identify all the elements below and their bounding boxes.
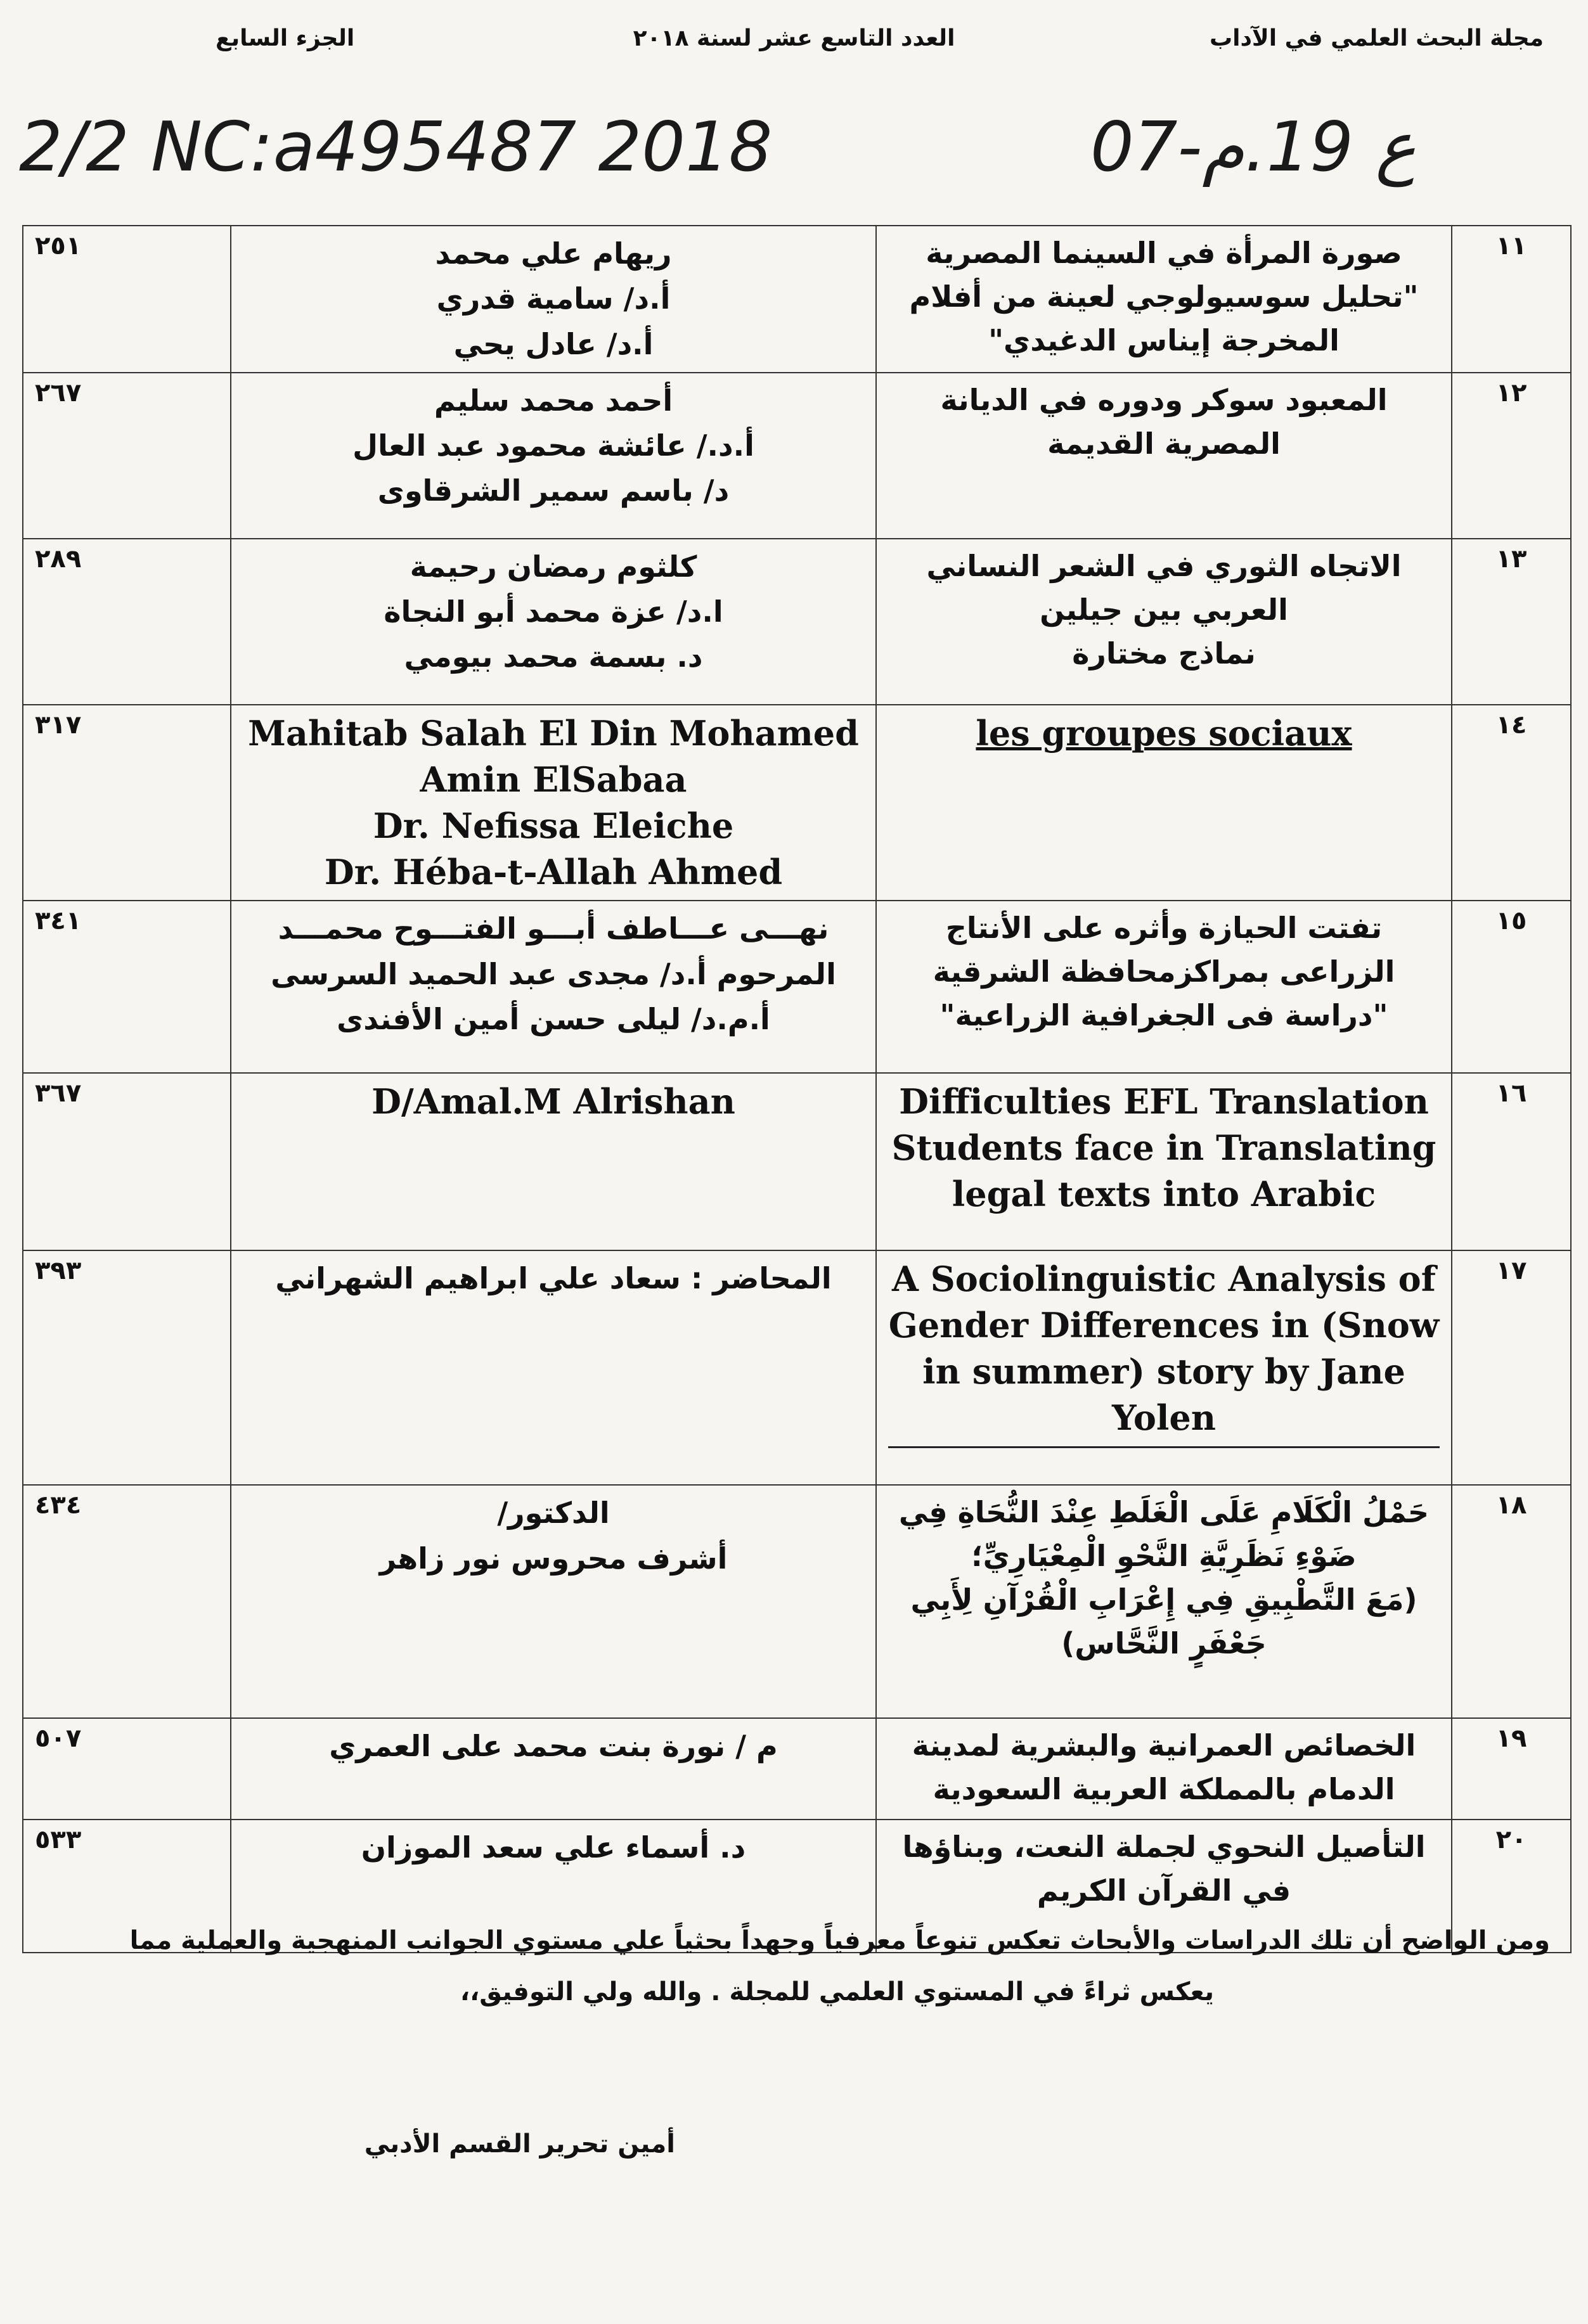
title-line: العربي بين جيلين xyxy=(1040,592,1288,627)
handwritten-left: 2/2 NC:a495487 2018 xyxy=(19,108,773,187)
title-line: حَمْلُ الْكَلَامِ عَلَى الْغَلَطِ عِنْدَ النُّحَاةِ فِي xyxy=(898,1495,1430,1530)
title-line: Gender Differences in (Snow xyxy=(888,1305,1440,1346)
title-line: les groupes sociaux xyxy=(976,712,1352,754)
author-line: أ.د/ سامية قدري xyxy=(436,281,671,316)
research-title xyxy=(876,1073,1452,1250)
authors xyxy=(231,705,876,901)
row-number: ١٦ xyxy=(1452,1073,1571,1250)
title-line: "دراسة فى الجغرافية الزراعية" xyxy=(939,998,1388,1033)
handwritten-annotation xyxy=(13,108,1588,209)
row-number: ١٥ xyxy=(1452,901,1571,1073)
authors xyxy=(231,1073,876,1250)
table-row xyxy=(23,1718,1571,1820)
title-line: الخصائص العمرانية والبشرية لمدينة xyxy=(912,1728,1416,1763)
research-title xyxy=(876,226,1452,373)
title-line: in summer) story by Jane xyxy=(922,1351,1405,1392)
author-line: Amin ElSabaa xyxy=(420,759,687,800)
row-number: ١٧ xyxy=(1452,1250,1571,1485)
author-line: Dr. Héba-t-Allah Ahmed xyxy=(324,851,783,892)
handwritten-right: 07-ع 19.م xyxy=(1090,108,1416,187)
author-line: ريهام علي محمد xyxy=(435,236,672,271)
author-line: المحاضر : سعاد علي ابراهيم الشهراني xyxy=(275,1261,832,1296)
page-number: ٢٥١ xyxy=(23,226,231,373)
research-title xyxy=(876,1485,1452,1718)
page-header xyxy=(44,19,1544,70)
row-number: ١٤ xyxy=(1452,705,1571,901)
authors xyxy=(231,226,876,373)
page-number: ٣١٧ xyxy=(23,705,231,901)
part-label: الجزء السابع xyxy=(216,25,355,51)
author-line: D/Amal.M Alrishan xyxy=(371,1081,735,1122)
authors xyxy=(231,901,876,1073)
authors xyxy=(231,1250,876,1485)
page-number: ٤٣٤ xyxy=(23,1485,231,1718)
row-number: ١٩ xyxy=(1452,1718,1571,1820)
author-line: Mahitab Salah El Din Mohamed xyxy=(248,712,859,754)
row-number: ١١ xyxy=(1452,226,1571,373)
title-line: legal texts into Arabic xyxy=(952,1174,1376,1215)
page-number: ٢٦٧ xyxy=(23,373,231,539)
title-line: الدمام بالمملكة العربية السعودية xyxy=(933,1772,1395,1807)
title-line: Difficulties EFL Translation xyxy=(899,1081,1429,1122)
footer-paragraph-cont: يعكس ثراءً في المستوي العلمي للمجلة . والله ولي التوفيق،، xyxy=(460,1977,1214,2006)
table-row xyxy=(23,539,1571,705)
author-line: نهـــى عـــاطف أبـــو الفتـــوح محمـــد xyxy=(278,911,829,946)
author-line: الدكتور/ xyxy=(497,1496,610,1531)
page-number: ٣٤١ xyxy=(23,901,231,1073)
table-row xyxy=(23,1250,1571,1485)
table-row xyxy=(23,901,1571,1073)
author-line: د. أسماء علي سعد الموزان xyxy=(361,1830,746,1865)
title-line: التأصيل النحوي لجملة النعت، وبناؤها xyxy=(902,1830,1426,1865)
title-line: المخرجة إيناس الدغيدي" xyxy=(988,323,1339,357)
research-title xyxy=(876,373,1452,539)
author-line: أحمد محمد سليم xyxy=(434,383,673,418)
title-line: صورة المرأة في السينما المصرية xyxy=(926,236,1402,270)
page-number: ٣٩٣ xyxy=(23,1250,231,1485)
row-number: ١٢ xyxy=(1452,373,1571,539)
title-line: A Sociolinguistic Analysis of xyxy=(892,1259,1436,1300)
row-number: ٢٠ xyxy=(1452,1820,1571,1953)
author-line: ا.د/ عزة محمد أبو النجاة xyxy=(384,594,723,629)
title-line: نماذج مختارة xyxy=(1072,636,1256,671)
title-line: جَعْفَرٍ النَّحَّاس) xyxy=(1061,1626,1267,1661)
page-number: ٣٦٧ xyxy=(23,1073,231,1250)
authors xyxy=(231,1485,876,1718)
author-line: أ.م.د/ ليلى حسن أمين الأفندى xyxy=(337,1002,770,1037)
research-title xyxy=(876,1250,1452,1485)
page-number: ٢٨٩ xyxy=(23,539,231,705)
table-row xyxy=(23,705,1571,901)
author-line: م / نورة بنت محمد على العمري xyxy=(329,1729,778,1764)
research-title xyxy=(876,705,1452,901)
row-number: ١٣ xyxy=(1452,539,1571,705)
research-title xyxy=(876,1718,1452,1820)
author-line: د. بسمة محمد بيومي xyxy=(404,639,703,674)
author-line: كلثوم رمضان رحيمة xyxy=(410,549,697,584)
issue-label: العدد التاسع عشر لسنة ٢٠١٨ xyxy=(633,25,955,51)
journal-title: مجلة البحث العلمي في الآداب xyxy=(1209,25,1544,51)
table-row xyxy=(23,226,1571,373)
author-line: Dr. Nefissa Eleiche xyxy=(373,805,734,846)
table-row xyxy=(23,1073,1571,1250)
authors xyxy=(231,1718,876,1820)
research-title xyxy=(876,901,1452,1073)
author-line: أ.د/ عادل يحي xyxy=(453,326,654,361)
table-row xyxy=(23,1485,1571,1718)
title-line: المصرية القديمة xyxy=(1047,426,1281,461)
research-title xyxy=(876,539,1452,705)
authors xyxy=(231,373,876,539)
title-line: الزراعى بمراكزمحافظة الشرقية xyxy=(933,954,1395,989)
row-number: ١٨ xyxy=(1452,1485,1571,1718)
author-line: أ.د./ عائشة محمود عبد العال xyxy=(352,428,754,463)
page-number: ٥٣٣ xyxy=(23,1820,231,1953)
title-line: (مَعَ التَّطْبِيقِ فِي إِعْرَابِ الْقُرْآنِ لِأَبِي xyxy=(910,1583,1417,1617)
signature: أمين تحرير القسم الأدبي xyxy=(364,2129,675,2159)
page-number: ٥٠٧ xyxy=(23,1718,231,1820)
footer-paragraph: ومن الواضح أن تلك الدراسات والأبحاث تعكس تنوعاً معرفياً وجهداً بحثياً علي مستوي الجوانب المنهجية والعملية مما xyxy=(129,1926,1550,1955)
author-line: أشرف محروس نور زاهر xyxy=(379,1541,728,1576)
authors xyxy=(231,539,876,705)
title-line: "تحليل سوسيولوجي لعينة من أفلام xyxy=(909,279,1419,314)
title-line: Students face in Translating xyxy=(891,1127,1436,1169)
title-line: Yolen xyxy=(888,1395,1440,1448)
author-line: المرحوم أ.د/ مجدى عبد الحميد السرسى xyxy=(271,956,836,991)
contents-table xyxy=(22,225,1572,1953)
title-line: المعبود سوكر ودوره في الديانة xyxy=(940,382,1388,417)
table-row xyxy=(23,373,1571,539)
author-line: د/ باسم سمير الشرقاوى xyxy=(377,473,730,508)
title-line: تفتت الحيازة وأثره على الأنتاج xyxy=(945,911,1383,946)
title-line: في القرآن الكريم xyxy=(1036,1873,1291,1908)
title-line: الاتجاه الثوري في الشعر النساني xyxy=(926,548,1402,583)
title-line: ضَوْءِ نَظَرِيَّةِ النَّحْوِ الْمِعْيَارِيِّ؛ xyxy=(971,1539,1357,1574)
